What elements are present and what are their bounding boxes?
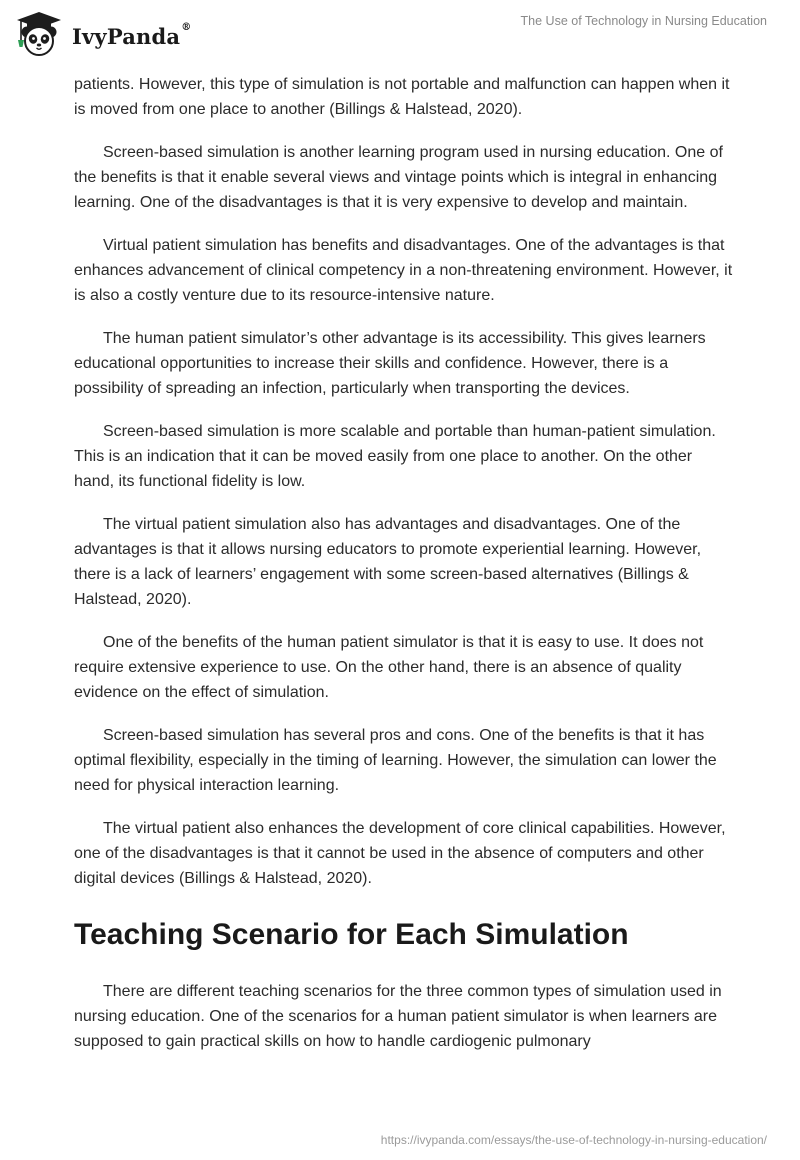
source-url[interactable]: https://ivypanda.com/essays/the-use-of-technology-in-nursing-education/ — [380, 1133, 767, 1147]
logo-wordmark: IvyPanda® — [72, 21, 192, 49]
paragraph: Virtual patient simulation has benefits and disadvantages. One of the advantages is that enhances advancement of clinical competency in a non-threatening environment. However, it is also a costly venture due to its resource-intensive nature. — [74, 237, 733, 304]
paragraph: There are different teaching scenarios for the three common types of simulation used in nursing education. One of the scenarios for a human patient simulator is when learners are supposed to gain practical skills on how to handle cardiogenic pulmonary — [74, 983, 722, 1050]
section-heading: Teaching Scenario for Each Simulation — [74, 918, 629, 951]
ivypanda-logo[interactable] — [14, 9, 191, 59]
paragraph: One of the benefits of the human patient simulator is that it is easy to use. It does not require extensive experience to use. On the other hand, there is an absence of quality evidence on the effect of simulation. — [74, 634, 704, 701]
paragraph: Screen-based simulation has several pros and cons. One of the benefits is that it has optimal flexibility, especially in the timing of learning. However, the simulation can lower the need for physical interaction learning. — [74, 727, 717, 794]
panda-graduate-icon — [14, 10, 64, 58]
essay-body — [74, 72, 734, 1072]
document-running-title: The Use of Technology in Nursing Education — [520, 14, 767, 28]
paragraph: Screen-based simulation is another learning program used in nursing education. One of the benefits is that it enable several views and vintage points which is integral in enhancing learning. One of the disadvantages is that it is very expensive to develop and maintain. — [74, 144, 723, 211]
page-header — [0, 0, 800, 70]
paragraph: The virtual patient simulation also has advantages and disadvantages. One of the advantages is that it allows nursing educators to promote experiential learning. However, there is a lack of learners’ engagement with some screen-based alternatives (Billings & Halstead, 2020). — [74, 516, 702, 608]
registered-mark: ® — [181, 21, 192, 33]
paragraph: patients. However, this type of simulation is not portable and malfunction can happen when it is moved from one place to another (Billings & Halstead, 2020). — [74, 76, 730, 118]
paragraph: Screen-based simulation is more scalable and portable than human-patient simulation. This is an indication that it can be moved easily from one place to another. On the other hand, its functional fidelity is low. — [74, 423, 716, 490]
paragraph: The virtual patient also enhances the development of core clinical capabilities. However, one of the disadvantages is that it cannot be used in the absence of computers and other digital devices (Billings & Halstead, 2020). — [74, 820, 726, 887]
paragraph: The human patient simulator’s other advantage is its accessibility. This gives learners educational opportunities to increase their skills and confidence. However, there is a possibility of spreading an infection, particularly when transporting the devices. — [74, 330, 706, 397]
